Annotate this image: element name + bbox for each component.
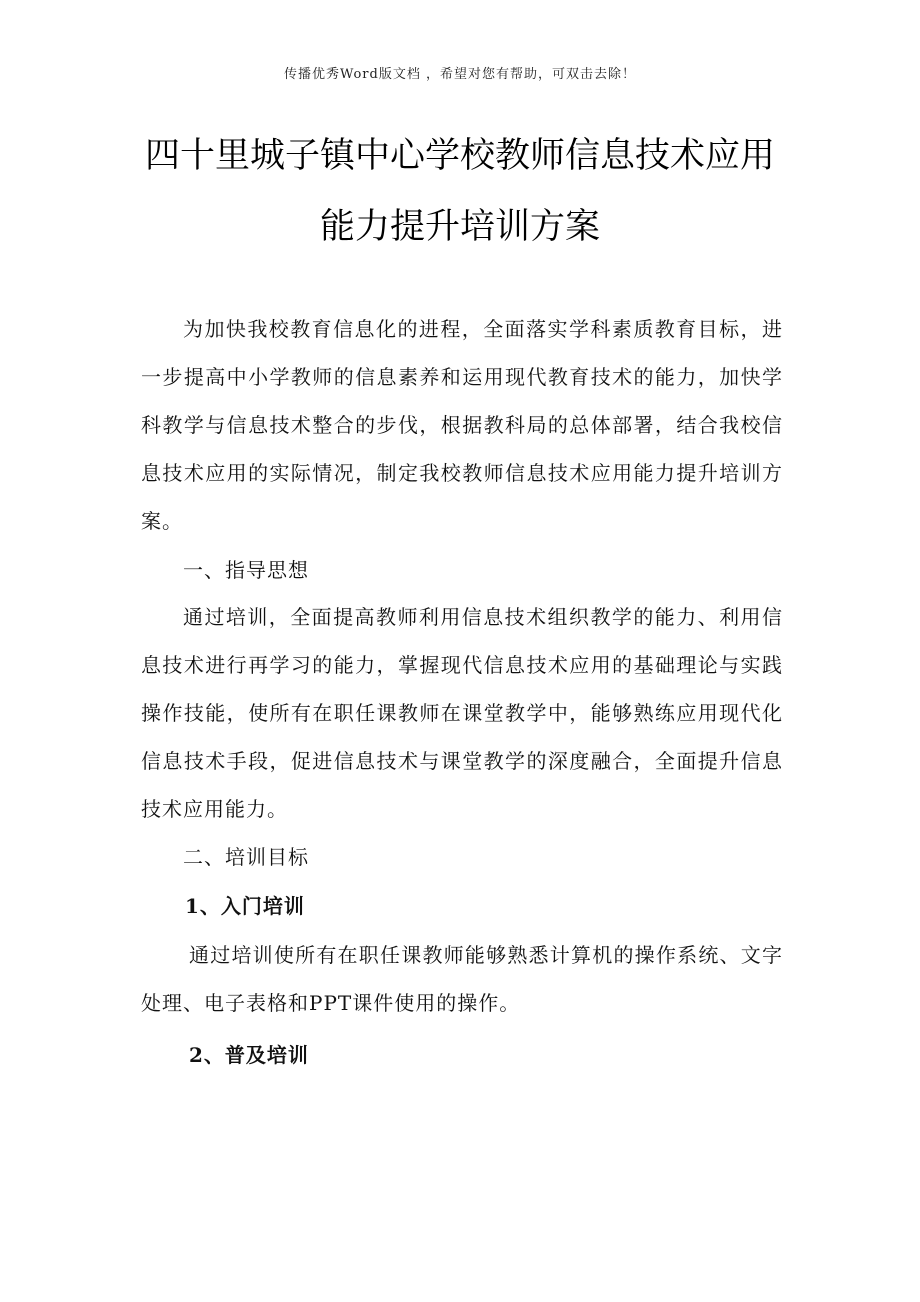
header-note: 传播优秀Word版文档 ，希望对您有帮助，可双击去除！ xyxy=(284,67,636,82)
subheading-popularization-training: 2、普及培训 xyxy=(189,1043,309,1067)
section-heading-training-goals: 二、培训目标 xyxy=(183,845,309,869)
document-title-line-2: 能力提升培训方案 xyxy=(319,207,600,247)
document-title-line-1: 四十里城子镇中心学校教师信息技术应用 xyxy=(144,136,775,176)
guiding-ideology-paragraph: 通过培训，全面提高教师利用信息技术组织教学的能力、利用信息技术进行再学习的能力，掌握现代信息技术应用的基础理论与实践操作技能，使所有在职任课教师在课堂教学中，能够熟练应用现代化信息技术手段，促进信息技术与课堂教学的深度融合，全面提升信息技术应用能力。 xyxy=(141,605,783,821)
introductory-training-paragraph: 通过培训使所有在职任课教师能够熟悉计算机的操作系统、文字处理、电子表格和PPT课件使用的操作。 xyxy=(141,943,783,1015)
intro-paragraph: 为加快我校教育信息化的进程，全面落实学科素质教育目标，进一步提高中小学教师的信息素养和运用现代教育技术的能力，加快学科教学与信息技术整合的步伐，根据教科局的总体部署，结合我校信息技术应用的实际情况，制定我校教师信息技术应用能力提升培训方案。 xyxy=(141,317,783,533)
subheading-introductory-training: 1、入门培训 xyxy=(185,894,305,918)
section-heading-guiding-ideology: 一、指导思想 xyxy=(183,558,309,582)
